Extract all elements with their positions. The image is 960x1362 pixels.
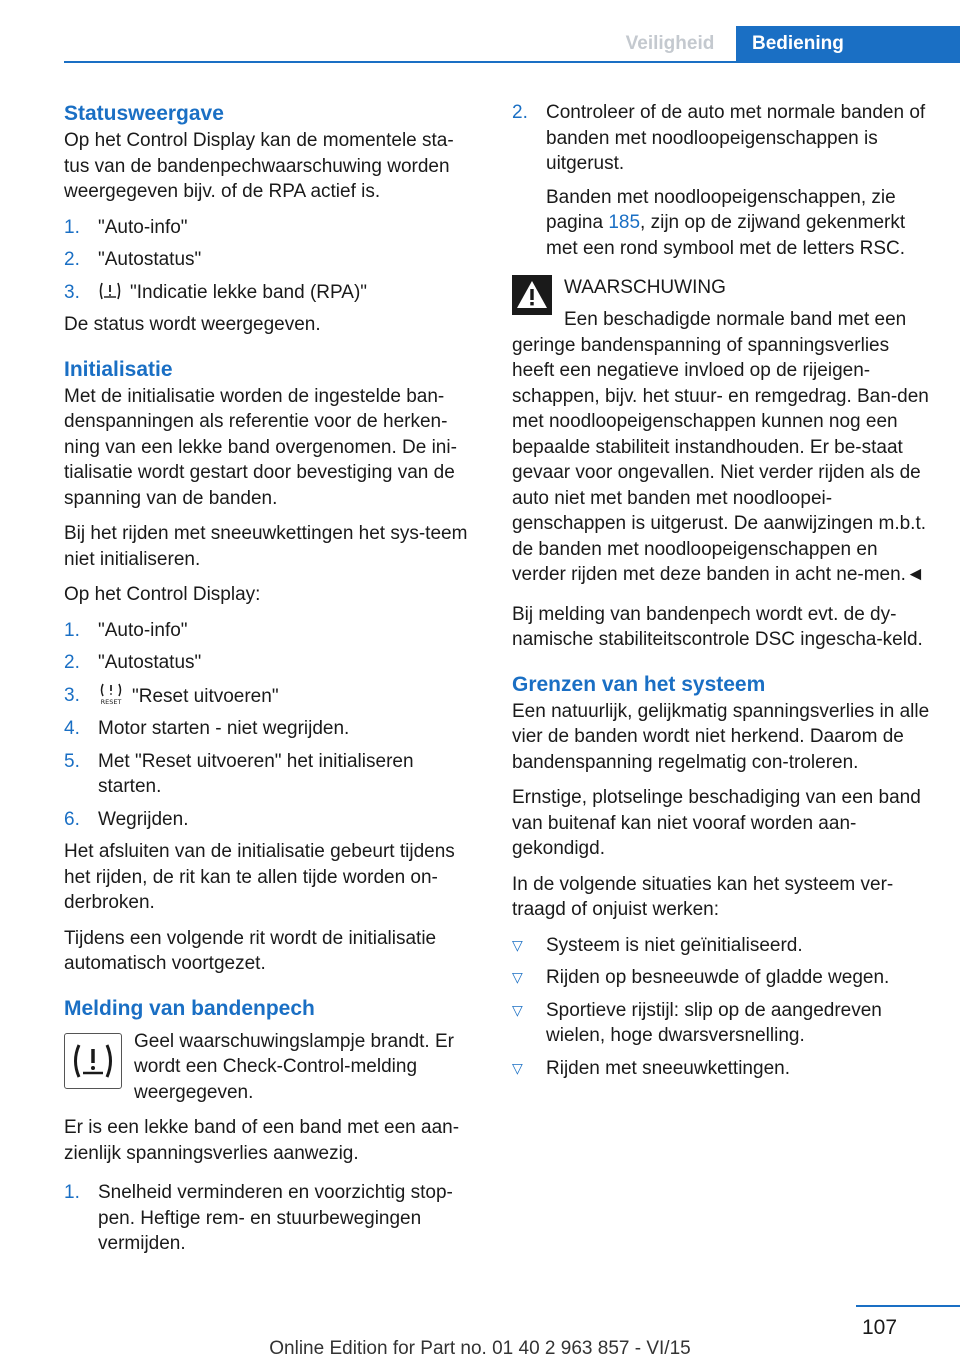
warning-triangle-icon [512,275,552,315]
warning-title: WAARSCHUWING [564,277,726,298]
grenzen-heading: Grenzen van het systeem [512,672,766,696]
list-item: 1. "Auto-info" [64,216,188,238]
list-item: ▽ Sportieve rijstijl: slip op de aangedreven wielen, hoge dwarsversnelling. [512,998,930,1049]
initialisatie-heading: Initialisatie [64,357,173,381]
list-item: ▽ Systeem is niet geïnitialiseerd. [512,933,930,959]
tab-bediening[interactable]: Bediening [736,26,960,62]
warning-text: Een beschadigde normale band met een geringe bandenspanning of spanningsverlies heeft een negatieve invloed op de rijeigen-schappen, bijv. het stuur- en remgedrag. Ban-den met noodloopeigenschappen kunnen nog een bepaalde stabiliteit instandhouden. Er be-staat gevaar voor ongevallen. Niet verder rijden als de auto niet met banden met noodloopei-genschappen is uitgerust. De aanwijzingen m.b.t. de banden met noodloopeigenschappen en verder rijden met deze banden in acht ne-men.◄ [512,309,929,585]
init-text-3: Op het Control Display: [64,584,261,605]
list-item: ▽ Rijden met sneeuwkettingen. [512,1056,930,1082]
list-item: ▽ Rijden op besneeuwde of gladde wegen. [512,965,930,991]
bullet-triangle-icon: ▽ [512,1059,523,1076]
melding-heading: Melding van bandenpech [64,996,315,1020]
init-text-4: Het afsluiten van de initialisatie gebeurt tijdens het rijden, de rit kan te allen tijde worden on-derbroken. [64,841,455,913]
grenzen-text-3: In de volgende situaties kan het systeem ver-traagd of onjuist werken: [512,873,894,920]
footer-divider [856,1305,960,1307]
lamp-text: Geel waarschuwingslampje brandt. Er wordt een Check-Control-melding weergegeven. [134,1030,454,1103]
left-column [64,100,478,1264]
list-item: 2. Controleer of de auto met normale banden of banden met noodloopeigenschappen is uitgerust. Banden met noodloopeigenschappen, zie pagina 185, zijn op de zijwand gekenmerkt met een rond symbool met de letters RSC. [512,102,926,259]
dsc-text: Bij melding van bandenpech wordt evt. de dy-namische stabiliteitscontrole DSC ingescha-keld. [512,603,923,650]
init-text-1: Met de initialisatie worden de ingestelde ban-denspanningen als referentie voor de herken-ning van een lekke band overgenomen. De ini-tialisatie wordt gestart door bevestiging van de spanning van de banden. [64,385,457,509]
bullet-triangle-icon: ▽ [512,1001,523,1018]
list-item: 2. "Autostatus" [64,249,202,270]
page-number: 107 [862,1316,898,1339]
statusweergave-text: Op het Control Display kan de momentele sta-tus van de bandenpechwaarschuwing worden weergegeven bijv. of de RPA actief is. [64,130,454,202]
bullet-triangle-icon: ▽ [512,936,523,953]
grenzen-text-1: Een natuurlijk, gelijkmatig spanningsverlies in alle vier de banden wordt niet herkend. Daarom de bandenspanning regelmatig con-troleren. [512,700,930,773]
init-text-2: Bij het rijden met sneeuwkettingen het sys-teem niet initialiseren. [64,523,468,570]
list-item: 6. Wegrijden. [64,808,189,830]
svg-text:RESET: RESET [100,697,122,705]
list-item: 3. "Indicatie lekke band (RPA)" [64,281,368,303]
bullet-triangle-icon: ▽ [512,969,523,985]
header-tabs [604,26,960,62]
page-link[interactable]: 185 [608,212,641,233]
grenzen-text-2: Ernstige, plotselinge beschadiging van een band van buitenaf kan niet vooraf worden aan-gekondigd. [512,787,921,859]
right-column [512,100,930,1088]
melding-steps-continued [512,100,930,261]
tire-warning-lamp-icon [64,1033,122,1089]
edition-footer: Online Edition for Part no. 01 40 2 963 857 - VI/15 [269,1338,691,1359]
grenzen-bullets [512,933,930,1082]
melding-steps [64,1180,478,1257]
list-item: 5. Met "Reset uitvoeren" het initialiseren starten. [64,750,414,797]
melding-text: Er is een lekke band of een band met een aan-zienlijk spanningsverlies aanwezig. [64,1117,460,1164]
init-steps [64,618,478,833]
list-item: 1. Snelheid verminderen en voorzichtig stop-pen. Heftige rem- en stuurbewegingen vermijden. [64,1182,453,1254]
status-steps [64,215,478,306]
status-result: De status wordt weergegeven. [64,314,321,335]
tire-reset-icon [98,683,124,705]
list-item: 2. "Autostatus" [64,652,202,673]
warning-block [512,275,930,588]
tab-veiligheid[interactable]: Veiligheid [625,33,715,54]
header-divider [64,61,960,63]
tire-pressure-icon [98,281,122,301]
list-item: 1. "Auto-info" [64,619,188,641]
warning-lamp-block [64,1029,478,1106]
list-item: 3. RESET "Reset uitvoeren" [64,684,279,707]
list-item: 4. Motor starten - niet wegrijden. [64,718,350,739]
init-text-5: Tijdens een volgende rit wordt de initialisatie automatisch voortgezet. [64,927,437,974]
statusweergave-heading: Statusweergave [64,102,224,125]
